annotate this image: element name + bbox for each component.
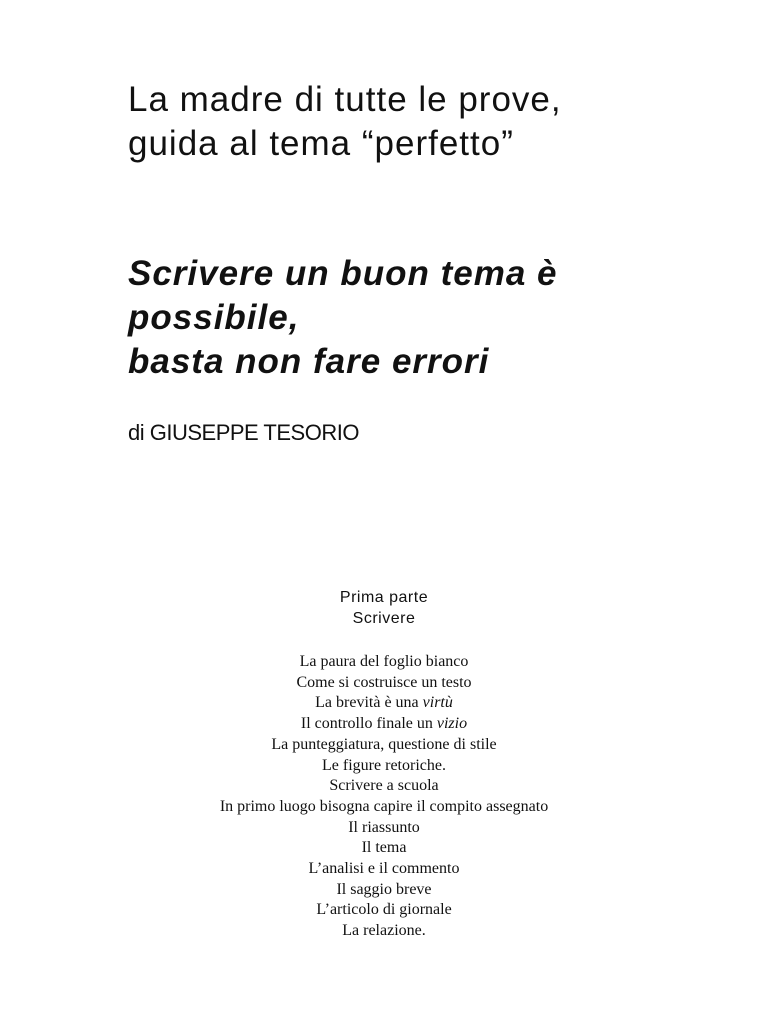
- subtitle-line: Scrivere un buon tema è: [128, 254, 558, 293]
- toc-entry-text: L’articolo di giornale: [316, 901, 452, 919]
- toc-entry-text: Il saggio breve: [336, 880, 432, 898]
- toc-entry-emphasis: vizio: [436, 715, 468, 733]
- document-title: [128, 78, 562, 166]
- toc-entry: [0, 714, 768, 735]
- toc-entry-text: La punteggiatura, questione di stile: [271, 735, 497, 753]
- toc-entry: [0, 859, 768, 880]
- part-heading: [0, 587, 768, 629]
- toc-entry-text: La paura del foglio bianco: [299, 653, 469, 670]
- toc-entry: [0, 673, 768, 694]
- subtitle-line: basta non fare errori: [128, 342, 490, 381]
- toc-entry-text: Il tema: [361, 839, 407, 857]
- toc-entry-text: Come si costruisce un testo: [296, 673, 472, 691]
- toc-entry-text: In primo luogo bisogna capire il compito assegnato: [219, 797, 549, 815]
- part-name: Scrivere: [352, 610, 416, 627]
- toc-entry: [0, 735, 768, 756]
- toc-entry: [0, 756, 768, 777]
- author-byline: di GIUSEPPE TESORIO: [128, 420, 359, 445]
- toc-entry-text: Scrivere a scuola: [329, 777, 439, 795]
- toc-entry: [0, 900, 768, 921]
- toc-entry: [0, 693, 768, 714]
- toc-entry: [0, 652, 768, 673]
- toc-entry: [0, 776, 768, 797]
- subtitle-line: possibile,: [128, 298, 300, 337]
- toc-entry: [0, 921, 768, 942]
- toc-entry-text: L’analisi e il commento: [308, 860, 460, 878]
- toc-entry-emphasis: virtù: [422, 694, 453, 712]
- toc-entry: [0, 797, 768, 818]
- toc-entry: [0, 818, 768, 839]
- toc-entry-text: La relazione.: [342, 922, 426, 940]
- part-label: Prima parte: [339, 589, 429, 606]
- toc-entry: [0, 880, 768, 901]
- title-line: La madre di tutte le prove,: [128, 80, 562, 119]
- toc-entry-text: Il controllo finale un: [300, 715, 437, 733]
- title-line: guida al tema “perfetto”: [128, 124, 514, 163]
- toc-entry-text: Le figure retoriche.: [322, 756, 446, 774]
- toc-entry: [0, 838, 768, 859]
- table-of-contents: [0, 652, 768, 942]
- toc-entry-text: Il riassunto: [348, 818, 420, 836]
- toc-entry-text: La brevità è una: [315, 694, 423, 712]
- document-subtitle: [128, 252, 558, 384]
